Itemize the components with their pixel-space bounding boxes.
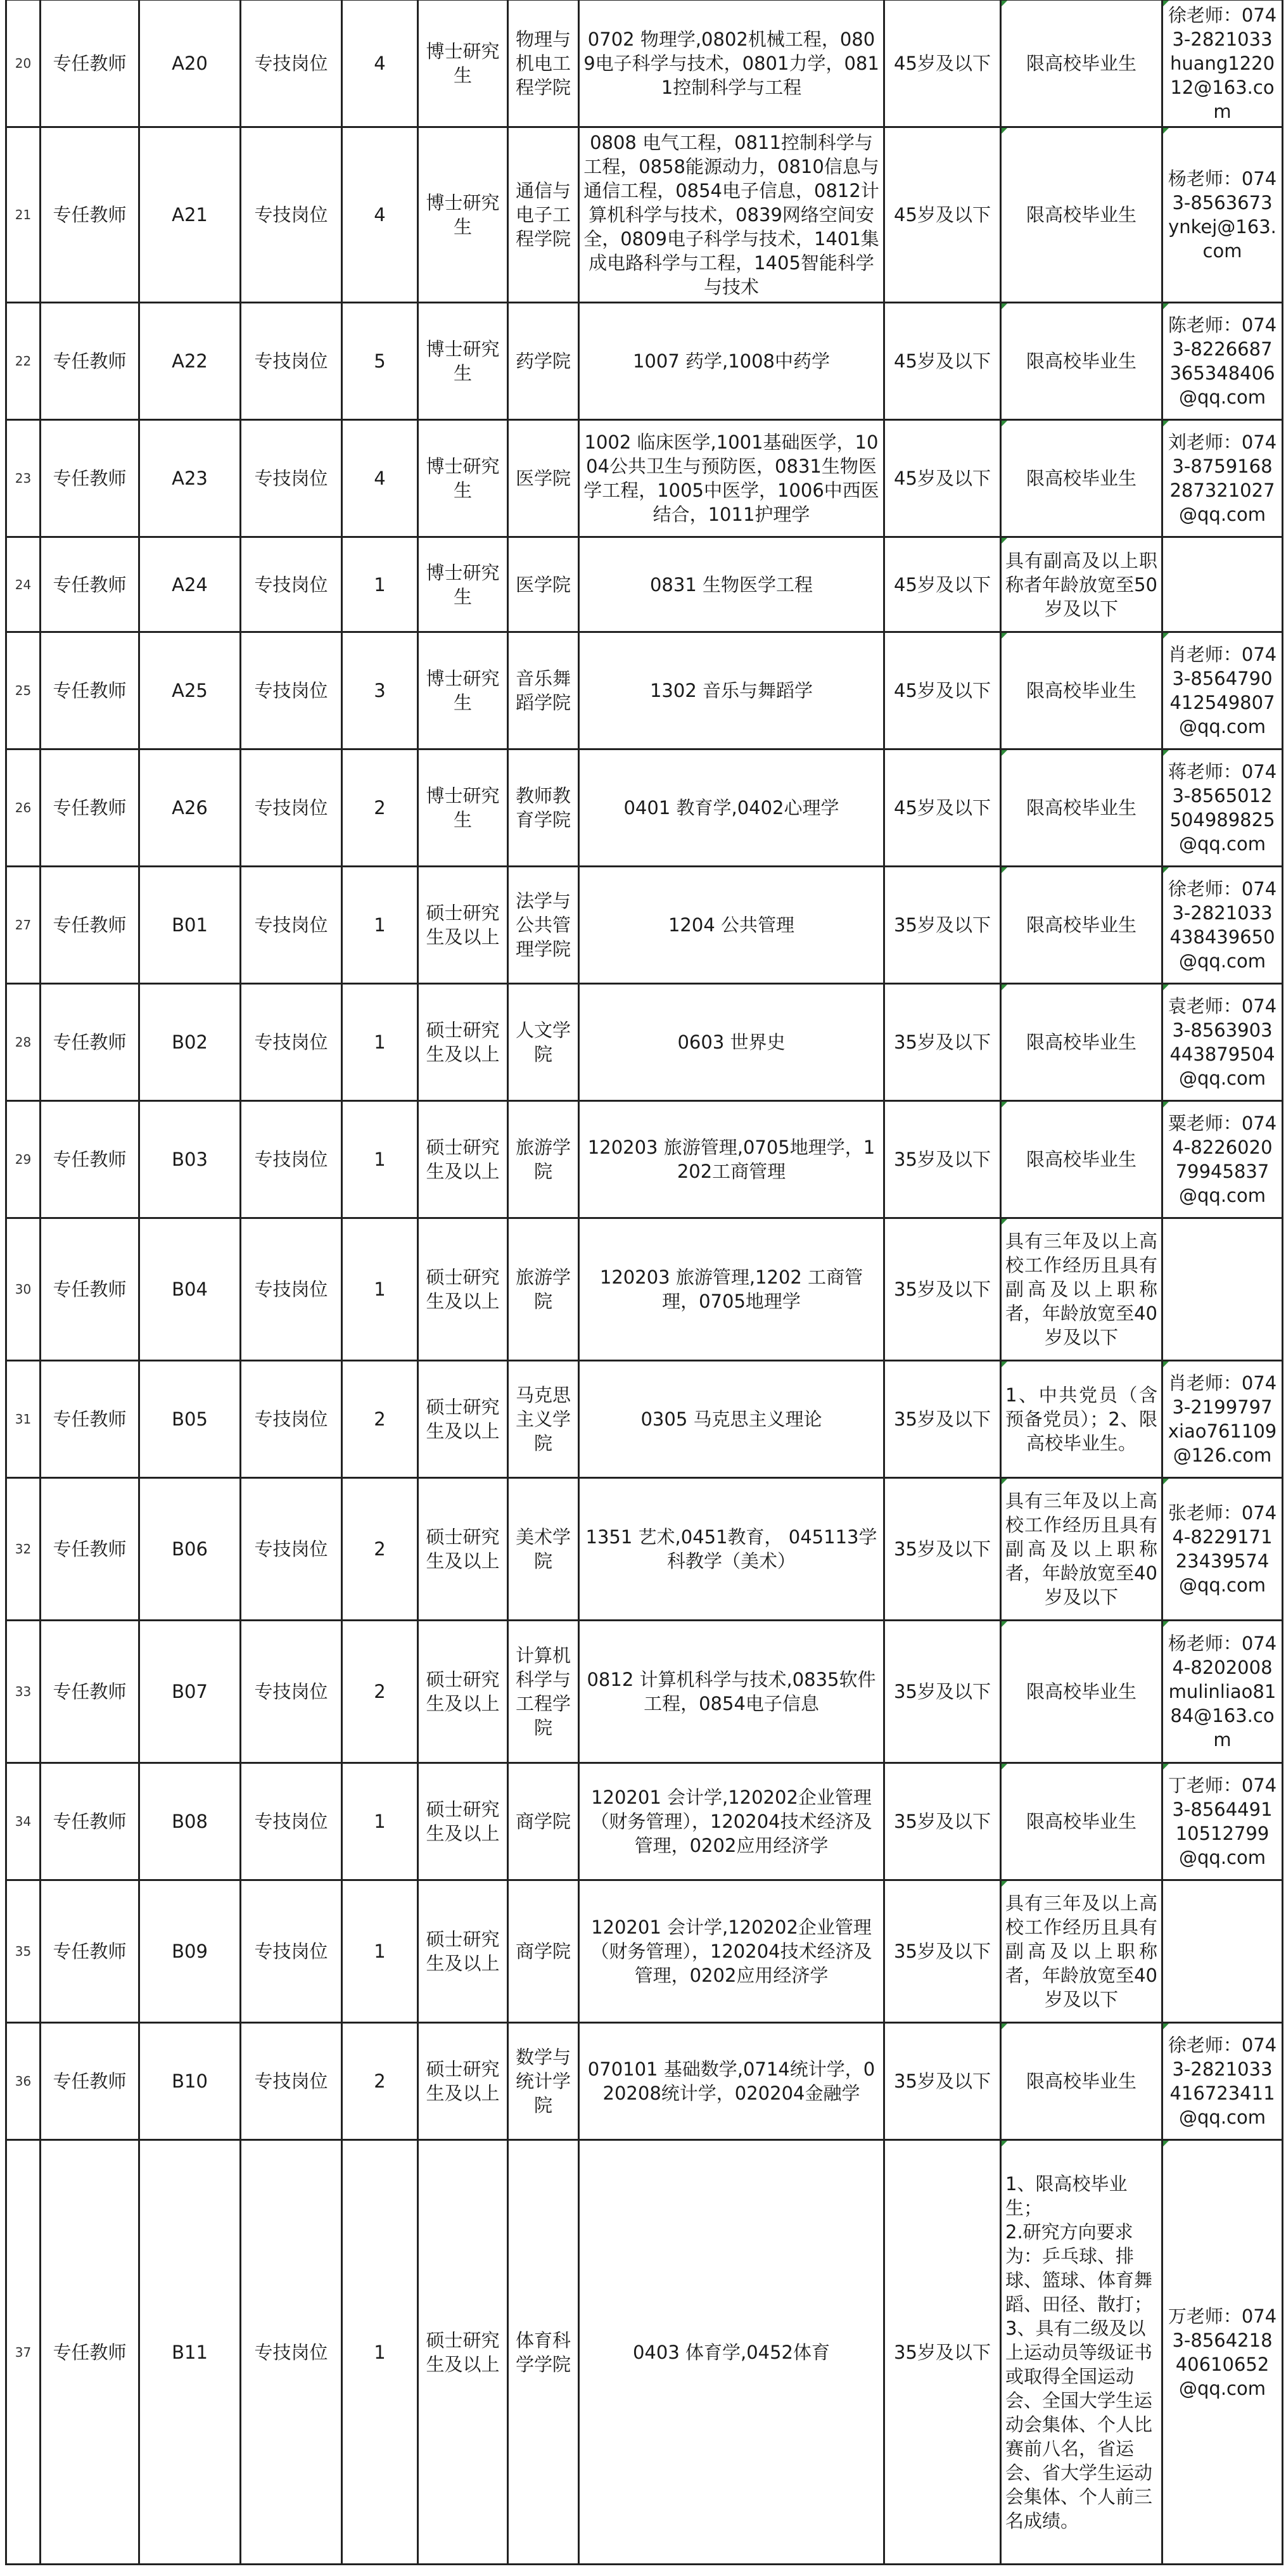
college-cell: 法学与公共管理学院 <box>508 867 579 984</box>
post-code-cell: B10 <box>139 2023 241 2140</box>
contact-cell <box>1162 1763 1283 1880</box>
post-category-cell: 专任教师 <box>41 1763 139 1880</box>
row-number: 24 <box>6 537 41 632</box>
college-cell: 旅游学院 <box>508 1218 579 1361</box>
row-number: 33 <box>6 1621 41 1763</box>
major-requirement-cell: 120203 旅游管理,0705地理学，1202工商管理 <box>579 1101 884 1218</box>
major-requirement-cell: 1204 公共管理 <box>579 867 884 984</box>
college-cell: 音乐舞蹈学院 <box>508 632 579 749</box>
headcount-cell: 4 <box>342 0 418 127</box>
table-row <box>6 1361 1283 1478</box>
age-requirement-cell: 45岁及以下 <box>884 632 1001 749</box>
post-code-cell: B11 <box>139 2140 241 2565</box>
comment-marker-icon <box>1002 1764 1007 1769</box>
college-cell: 通信与电子工程学院 <box>508 127 579 303</box>
other-requirement-cell <box>1001 127 1162 303</box>
row-number: 27 <box>6 867 41 984</box>
post-type-cell: 专技岗位 <box>241 1763 342 1880</box>
requirement-line: 限高校毕业生 <box>1026 468 1136 489</box>
contact-text: 徐老师：0743-2821033 438439650@qq.com <box>1168 878 1277 972</box>
row-number: 23 <box>6 420 41 537</box>
comment-marker-icon <box>1002 1102 1007 1107</box>
major-requirement-cell: 120203 旅游管理,1202 工商管理，0705地理学 <box>579 1218 884 1361</box>
post-category-cell: 专任教师 <box>41 1621 139 1763</box>
post-code-cell: B01 <box>139 867 241 984</box>
table-row <box>6 303 1283 420</box>
education-cell: 硕士研究生及以上 <box>418 1621 508 1763</box>
contact-text: 肖老师：0743-2199797 xiao761109@126.com <box>1168 1372 1277 1466</box>
contact-text: 徐老师：0743-2821033 huang122012@163.com <box>1168 4 1277 122</box>
college-cell: 体育科学学院 <box>508 2140 579 2565</box>
table-row <box>6 984 1283 1101</box>
post-code-cell: B05 <box>139 1361 241 1478</box>
row-number: 25 <box>6 632 41 749</box>
major-requirement-cell: 1002 临床医学,1001基础医学，1004公共卫生与预防医，0831生物医学工程，1005中医学，1006中西医结合，1011护理学 <box>579 420 884 537</box>
other-requirement-cell <box>1001 1361 1162 1478</box>
other-requirement-cell <box>1001 749 1162 867</box>
post-code-cell: A22 <box>139 303 241 420</box>
major-requirement-cell: 0702 物理学,0802机械工程，0809电子科学与技术，0801力学，0811控制科学与工程 <box>579 0 884 127</box>
education-cell: 硕士研究生及以上 <box>418 867 508 984</box>
post-code-cell: A20 <box>139 0 241 127</box>
post-category-cell: 专任教师 <box>41 303 139 420</box>
post-category-cell: 专任教师 <box>41 1478 139 1621</box>
requirement-line: 限高校毕业生 <box>1026 2070 1136 2092</box>
contact-cell <box>1162 984 1283 1101</box>
age-requirement-cell: 35岁及以下 <box>884 984 1001 1101</box>
major-requirement-cell: 070101 基础数学,0714统计学，020208统计学，020204金融学 <box>579 2023 884 2140</box>
table-row <box>6 420 1283 537</box>
requirement-line: 限高校毕业生 <box>1026 350 1136 372</box>
contact-cell <box>1162 127 1283 303</box>
major-requirement-cell: 0401 教育学,0402心理学 <box>579 749 884 867</box>
headcount-cell: 1 <box>342 984 418 1101</box>
requirement-line: 限高校毕业生 <box>1026 204 1136 226</box>
comment-marker-icon <box>1163 633 1169 639</box>
post-category-cell: 专任教师 <box>41 984 139 1101</box>
college-cell: 美术学院 <box>508 1478 579 1621</box>
headcount-cell: 2 <box>342 1361 418 1478</box>
college-cell: 数学与统计学院 <box>508 2023 579 2140</box>
other-requirement-cell <box>1001 867 1162 984</box>
other-requirement-cell <box>1001 1621 1162 1763</box>
comment-marker-icon <box>1002 1881 1007 1887</box>
post-code-cell: B09 <box>139 1880 241 2023</box>
education-cell: 博士研究生 <box>418 749 508 867</box>
post-category-cell: 专任教师 <box>41 749 139 867</box>
requirement-line: 限高校毕业生 <box>1026 914 1136 936</box>
age-requirement-cell: 35岁及以下 <box>884 2023 1001 2140</box>
education-cell: 博士研究生 <box>418 127 508 303</box>
comment-marker-icon <box>1002 867 1007 873</box>
comment-marker-icon <box>1163 421 1169 426</box>
comment-marker-icon <box>1002 1479 1007 1484</box>
comment-marker-icon <box>1163 1621 1169 1627</box>
comment-marker-icon <box>1002 1219 1007 1225</box>
contact-cell <box>1162 867 1283 984</box>
contact-text: 蒋老师：0743-8565012 504989825@qq.com <box>1168 761 1277 855</box>
row-number: 36 <box>6 2023 41 2140</box>
major-requirement-cell: 120201 会计学,120202企业管理（财务管理），120204技术经济及管理，0202应用经济学 <box>579 1880 884 2023</box>
other-requirement-cell <box>1001 420 1162 537</box>
comment-marker-icon <box>1163 2141 1169 2146</box>
post-code-cell: B03 <box>139 1101 241 1218</box>
comment-marker-icon <box>1163 1 1169 6</box>
post-category-cell: 专任教师 <box>41 632 139 749</box>
requirement-line: 1、中共党员（含预备党员）；2、限高校毕业生。 <box>1005 1384 1157 1454</box>
college-cell: 旅游学院 <box>508 1101 579 1218</box>
comment-marker-icon <box>1002 1 1007 6</box>
comment-marker-icon <box>1002 303 1007 309</box>
comment-marker-icon <box>1002 538 1007 544</box>
post-category-cell: 专任教师 <box>41 1101 139 1218</box>
age-requirement-cell: 45岁及以下 <box>884 0 1001 127</box>
post-type-cell: 专技岗位 <box>241 537 342 632</box>
college-cell: 医学院 <box>508 537 579 632</box>
post-category-cell: 专任教师 <box>41 0 139 127</box>
table-row <box>6 2140 1283 2565</box>
post-type-cell: 专技岗位 <box>241 1478 342 1621</box>
post-code-cell: B07 <box>139 1621 241 1763</box>
comment-marker-icon <box>1163 128 1169 134</box>
other-requirement-cell <box>1001 1880 1162 2023</box>
contact-cell <box>1162 2023 1283 2140</box>
major-requirement-cell: 0831 生物医学工程 <box>579 537 884 632</box>
education-cell: 硕士研究生及以上 <box>418 984 508 1101</box>
other-requirement-cell <box>1001 632 1162 749</box>
college-cell: 教师教育学院 <box>508 749 579 867</box>
post-type-cell: 专技岗位 <box>241 0 342 127</box>
headcount-cell: 1 <box>342 867 418 984</box>
post-category-cell: 专任教师 <box>41 1880 139 2023</box>
comment-marker-icon <box>1002 985 1007 990</box>
post-code-cell: B02 <box>139 984 241 1101</box>
major-requirement-cell: 0808 电气工程，0811控制科学与工程，0858能源动力，0810信息与通信工程，0854电子信息，0812计算机科学与技术，0839网络空间安全，0809电子科学与技术，1401集成电路科学与工程，1405智能科学与技术 <box>579 127 884 303</box>
contact-cell <box>1162 749 1283 867</box>
college-cell: 物理与机电工程学院 <box>508 0 579 127</box>
college-cell: 计算机科学与工程学院 <box>508 1621 579 1763</box>
table-row <box>6 1101 1283 1218</box>
education-cell: 博士研究生 <box>418 420 508 537</box>
row-number: 31 <box>6 1361 41 1478</box>
contact-cell <box>1162 1101 1283 1218</box>
row-number: 30 <box>6 1218 41 1361</box>
comment-marker-icon <box>1002 2024 1007 2029</box>
post-category-cell: 专任教师 <box>41 2023 139 2140</box>
age-requirement-cell: 45岁及以下 <box>884 537 1001 632</box>
contact-cell <box>1162 0 1283 127</box>
education-cell: 博士研究生 <box>418 632 508 749</box>
education-cell: 硕士研究生及以上 <box>418 2023 508 2140</box>
post-category-cell: 专任教师 <box>41 1218 139 1361</box>
row-number: 26 <box>6 749 41 867</box>
contact-text: 粟老师：0744-8226020 79945837@qq.com <box>1168 1113 1277 1206</box>
requirement-line: 具有三年及以上高校工作经历且具有副高及以上职称者，年龄放宽至40岁及以下 <box>1005 1230 1157 1348</box>
other-requirement-cell <box>1001 0 1162 127</box>
requirement-line: 限高校毕业生 <box>1026 1031 1136 1053</box>
contact-text: 丁老师：0743-8564491 10512799@qq.com <box>1168 1775 1277 1868</box>
comment-marker-icon <box>1002 1361 1007 1367</box>
contact-text: 徐老师：0743-2821033 416723411@qq.com <box>1168 2034 1277 2128</box>
table-row <box>6 867 1283 984</box>
age-requirement-cell: 35岁及以下 <box>884 1101 1001 1218</box>
post-category-cell: 专任教师 <box>41 867 139 984</box>
contact-cell <box>1162 1880 1283 2023</box>
comment-marker-icon <box>1163 1102 1169 1107</box>
major-requirement-cell: 120201 会计学,120202企业管理（财务管理），120204技术经济及管理，0202应用经济学 <box>579 1763 884 1880</box>
age-requirement-cell: 35岁及以下 <box>884 867 1001 984</box>
table-row <box>6 1763 1283 1880</box>
other-requirement-cell <box>1001 1101 1162 1218</box>
post-category-cell: 专任教师 <box>41 420 139 537</box>
contact-cell <box>1162 1621 1283 1763</box>
age-requirement-cell: 35岁及以下 <box>884 1478 1001 1621</box>
other-requirement-cell <box>1001 984 1162 1101</box>
post-code-cell: B08 <box>139 1763 241 1880</box>
contact-text: 杨老师：0743-8563673 ynkej@163.com <box>1168 168 1277 262</box>
post-type-cell: 专技岗位 <box>241 632 342 749</box>
post-code-cell: B04 <box>139 1218 241 1361</box>
age-requirement-cell: 45岁及以下 <box>884 127 1001 303</box>
post-type-cell: 专技岗位 <box>241 2140 342 2565</box>
table-row <box>6 749 1283 867</box>
post-category-cell: 专任教师 <box>41 2140 139 2565</box>
row-number: 37 <box>6 2140 41 2565</box>
college-cell: 药学院 <box>508 303 579 420</box>
contact-cell <box>1162 1218 1283 1361</box>
other-requirement-cell <box>1001 1478 1162 1621</box>
requirement-line: 限高校毕业生 <box>1026 1149 1136 1170</box>
comment-marker-icon <box>1002 2141 1007 2146</box>
contact-text: 杨老师：0744-8202008 mulinliao8184@163.com <box>1168 1633 1277 1750</box>
education-cell: 博士研究生 <box>418 303 508 420</box>
headcount-cell: 2 <box>342 1621 418 1763</box>
post-type-cell: 专技岗位 <box>241 867 342 984</box>
table-row <box>6 127 1283 303</box>
requirement-line: 限高校毕业生 <box>1026 1811 1136 1832</box>
comment-marker-icon <box>1163 1479 1169 1484</box>
major-requirement-cell: 0305 马克思主义理论 <box>579 1361 884 1478</box>
comment-marker-icon <box>1163 303 1169 309</box>
post-category-cell: 专任教师 <box>41 1361 139 1478</box>
row-number: 22 <box>6 303 41 420</box>
post-code-cell: A26 <box>139 749 241 867</box>
headcount-cell: 1 <box>342 2140 418 2565</box>
post-type-cell: 专技岗位 <box>241 127 342 303</box>
contact-text: 袁老师：0743-8563903 443879504@qq.com <box>1168 995 1277 1089</box>
contact-cell <box>1162 632 1283 749</box>
other-requirement-cell <box>1001 537 1162 632</box>
other-requirement-cell <box>1001 2023 1162 2140</box>
post-code-cell: A23 <box>139 420 241 537</box>
post-code-cell: A24 <box>139 537 241 632</box>
headcount-cell: 3 <box>342 632 418 749</box>
college-cell: 医学院 <box>508 420 579 537</box>
major-requirement-cell: 1302 音乐与舞蹈学 <box>579 632 884 749</box>
post-type-cell: 专技岗位 <box>241 1361 342 1478</box>
post-type-cell: 专技岗位 <box>241 1218 342 1361</box>
headcount-cell: 2 <box>342 749 418 867</box>
age-requirement-cell: 35岁及以下 <box>884 1361 1001 1478</box>
other-requirement-cell <box>1001 1763 1162 1880</box>
education-cell: 硕士研究生及以上 <box>418 1478 508 1621</box>
contact-cell <box>1162 1361 1283 1478</box>
headcount-cell: 1 <box>342 1101 418 1218</box>
comment-marker-icon <box>1163 985 1169 990</box>
requirement-line: 3、具有二级及以上运动员等级证书或取得全国运动会、全国大学生运动会集体、个人比赛前八名，省运会、省大学生运动会集体、个人前三名成绩。 <box>1005 2317 1153 2532</box>
other-requirement-cell <box>1001 303 1162 420</box>
comment-marker-icon <box>1163 1764 1169 1769</box>
requirement-line: 具有三年及以上高校工作经历且具有副高及以上职称者，年龄放宽至40岁及以下 <box>1005 1490 1157 1608</box>
other-requirement-cell <box>1001 1218 1162 1361</box>
age-requirement-cell: 35岁及以下 <box>884 2140 1001 2565</box>
row-number: 35 <box>6 1880 41 2023</box>
post-code-cell: A21 <box>139 127 241 303</box>
age-requirement-cell: 45岁及以下 <box>884 749 1001 867</box>
education-cell: 博士研究生 <box>418 0 508 127</box>
post-type-cell: 专技岗位 <box>241 1101 342 1218</box>
education-cell: 博士研究生 <box>418 537 508 632</box>
major-requirement-cell: 0603 世界史 <box>579 984 884 1101</box>
post-type-cell: 专技岗位 <box>241 749 342 867</box>
row-number: 20 <box>6 0 41 127</box>
requirement-line: 1、限高校毕业生； <box>1005 2172 1128 2219</box>
education-cell: 硕士研究生及以上 <box>418 1880 508 2023</box>
contact-cell <box>1162 537 1283 632</box>
age-requirement-cell: 35岁及以下 <box>884 1763 1001 1880</box>
major-requirement-cell: 1351 艺术,0451教育， 045113学科教学（美术） <box>579 1478 884 1621</box>
age-requirement-cell: 35岁及以下 <box>884 1621 1001 1763</box>
education-cell: 硕士研究生及以上 <box>418 1101 508 1218</box>
post-type-cell: 专技岗位 <box>241 303 342 420</box>
requirement-line: 限高校毕业生 <box>1026 680 1136 701</box>
post-type-cell: 专技岗位 <box>241 420 342 537</box>
headcount-cell: 5 <box>342 303 418 420</box>
comment-marker-icon <box>1002 750 1007 756</box>
requirement-line: 限高校毕业生 <box>1026 1681 1136 1702</box>
contact-text: 万老师：0743-8564218 40610652@qq.com <box>1168 2305 1277 2399</box>
comment-marker-icon <box>1002 421 1007 426</box>
row-number: 29 <box>6 1101 41 1218</box>
table-row <box>6 1218 1283 1361</box>
comment-marker-icon <box>1002 1621 1007 1627</box>
recruitment-table <box>5 0 1283 2565</box>
table-row <box>6 1880 1283 2023</box>
requirement-line: 具有副高及以上职称者年龄放宽至50岁及以下 <box>1005 549 1157 620</box>
comment-marker-icon <box>1002 633 1007 639</box>
requirement-line: 2.研究方向要求为：乒乓球、排球、篮球、体育舞蹈、田径、散打； <box>1005 2221 1153 2315</box>
education-cell: 硕士研究生及以上 <box>418 1361 508 1478</box>
age-requirement-cell: 45岁及以下 <box>884 420 1001 537</box>
post-type-cell: 专技岗位 <box>241 1880 342 2023</box>
comment-marker-icon <box>1002 128 1007 134</box>
contact-text: 张老师：0744-8229171 23439574@qq.com <box>1168 1502 1277 1596</box>
college-cell: 商学院 <box>508 1880 579 2023</box>
comment-marker-icon <box>1163 750 1169 756</box>
education-cell: 硕士研究生及以上 <box>418 1763 508 1880</box>
age-requirement-cell: 45岁及以下 <box>884 303 1001 420</box>
headcount-cell: 4 <box>342 127 418 303</box>
post-type-cell: 专技岗位 <box>241 984 342 1101</box>
requirement-line: 具有三年及以上高校工作经历且具有副高及以上职称者，年龄放宽至40岁及以下 <box>1005 1892 1157 2010</box>
contact-text: 刘老师：0743-8759168 287321027@qq.com <box>1168 431 1277 525</box>
post-type-cell: 专技岗位 <box>241 1621 342 1763</box>
education-cell: 硕士研究生及以上 <box>418 2140 508 2565</box>
post-category-cell: 专任教师 <box>41 127 139 303</box>
requirement-line: 限高校毕业生 <box>1026 53 1136 74</box>
headcount-cell: 1 <box>342 537 418 632</box>
major-requirement-cell: 0812 计算机科学与技术,0835软件工程，0854电子信息 <box>579 1621 884 1763</box>
comment-marker-icon <box>1163 1361 1169 1367</box>
post-code-cell: A25 <box>139 632 241 749</box>
contact-text: 陈老师：0743-8226687 365348406@qq.com <box>1168 314 1277 408</box>
headcount-cell: 2 <box>342 1478 418 1621</box>
education-cell: 硕士研究生及以上 <box>418 1218 508 1361</box>
college-cell: 商学院 <box>508 1763 579 1880</box>
headcount-cell: 2 <box>342 2023 418 2140</box>
table-row <box>6 632 1283 749</box>
post-type-cell: 专技岗位 <box>241 2023 342 2140</box>
contact-cell <box>1162 2140 1283 2565</box>
row-number: 21 <box>6 127 41 303</box>
row-number: 34 <box>6 1763 41 1880</box>
headcount-cell: 1 <box>342 1218 418 1361</box>
post-code-cell: B06 <box>139 1478 241 1621</box>
comment-marker-icon <box>1163 867 1169 873</box>
contact-cell <box>1162 420 1283 537</box>
contact-cell <box>1162 1478 1283 1621</box>
contact-cell <box>1162 303 1283 420</box>
headcount-cell: 1 <box>342 1763 418 1880</box>
major-requirement-cell: 1007 药学,1008中药学 <box>579 303 884 420</box>
age-requirement-cell: 35岁及以下 <box>884 1218 1001 1361</box>
table-row <box>6 1478 1283 1621</box>
requirement-line: 限高校毕业生 <box>1026 797 1136 819</box>
comment-marker-icon <box>1163 2024 1169 2029</box>
headcount-cell: 1 <box>342 1880 418 2023</box>
table-row <box>6 0 1283 127</box>
headcount-cell: 4 <box>342 420 418 537</box>
college-cell: 马克思主义学院 <box>508 1361 579 1478</box>
row-number: 28 <box>6 984 41 1101</box>
contact-text: 肖老师：0743-8564790 412549807@qq.com <box>1168 644 1277 737</box>
post-category-cell: 专任教师 <box>41 537 139 632</box>
college-cell: 人文学院 <box>508 984 579 1101</box>
table-row <box>6 1621 1283 1763</box>
other-requirement-cell <box>1001 2140 1162 2565</box>
major-requirement-cell: 0403 体育学,0452体育 <box>579 2140 884 2565</box>
age-requirement-cell: 35岁及以下 <box>884 1880 1001 2023</box>
table-row <box>6 537 1283 632</box>
table-row <box>6 2023 1283 2140</box>
row-number: 32 <box>6 1478 41 1621</box>
